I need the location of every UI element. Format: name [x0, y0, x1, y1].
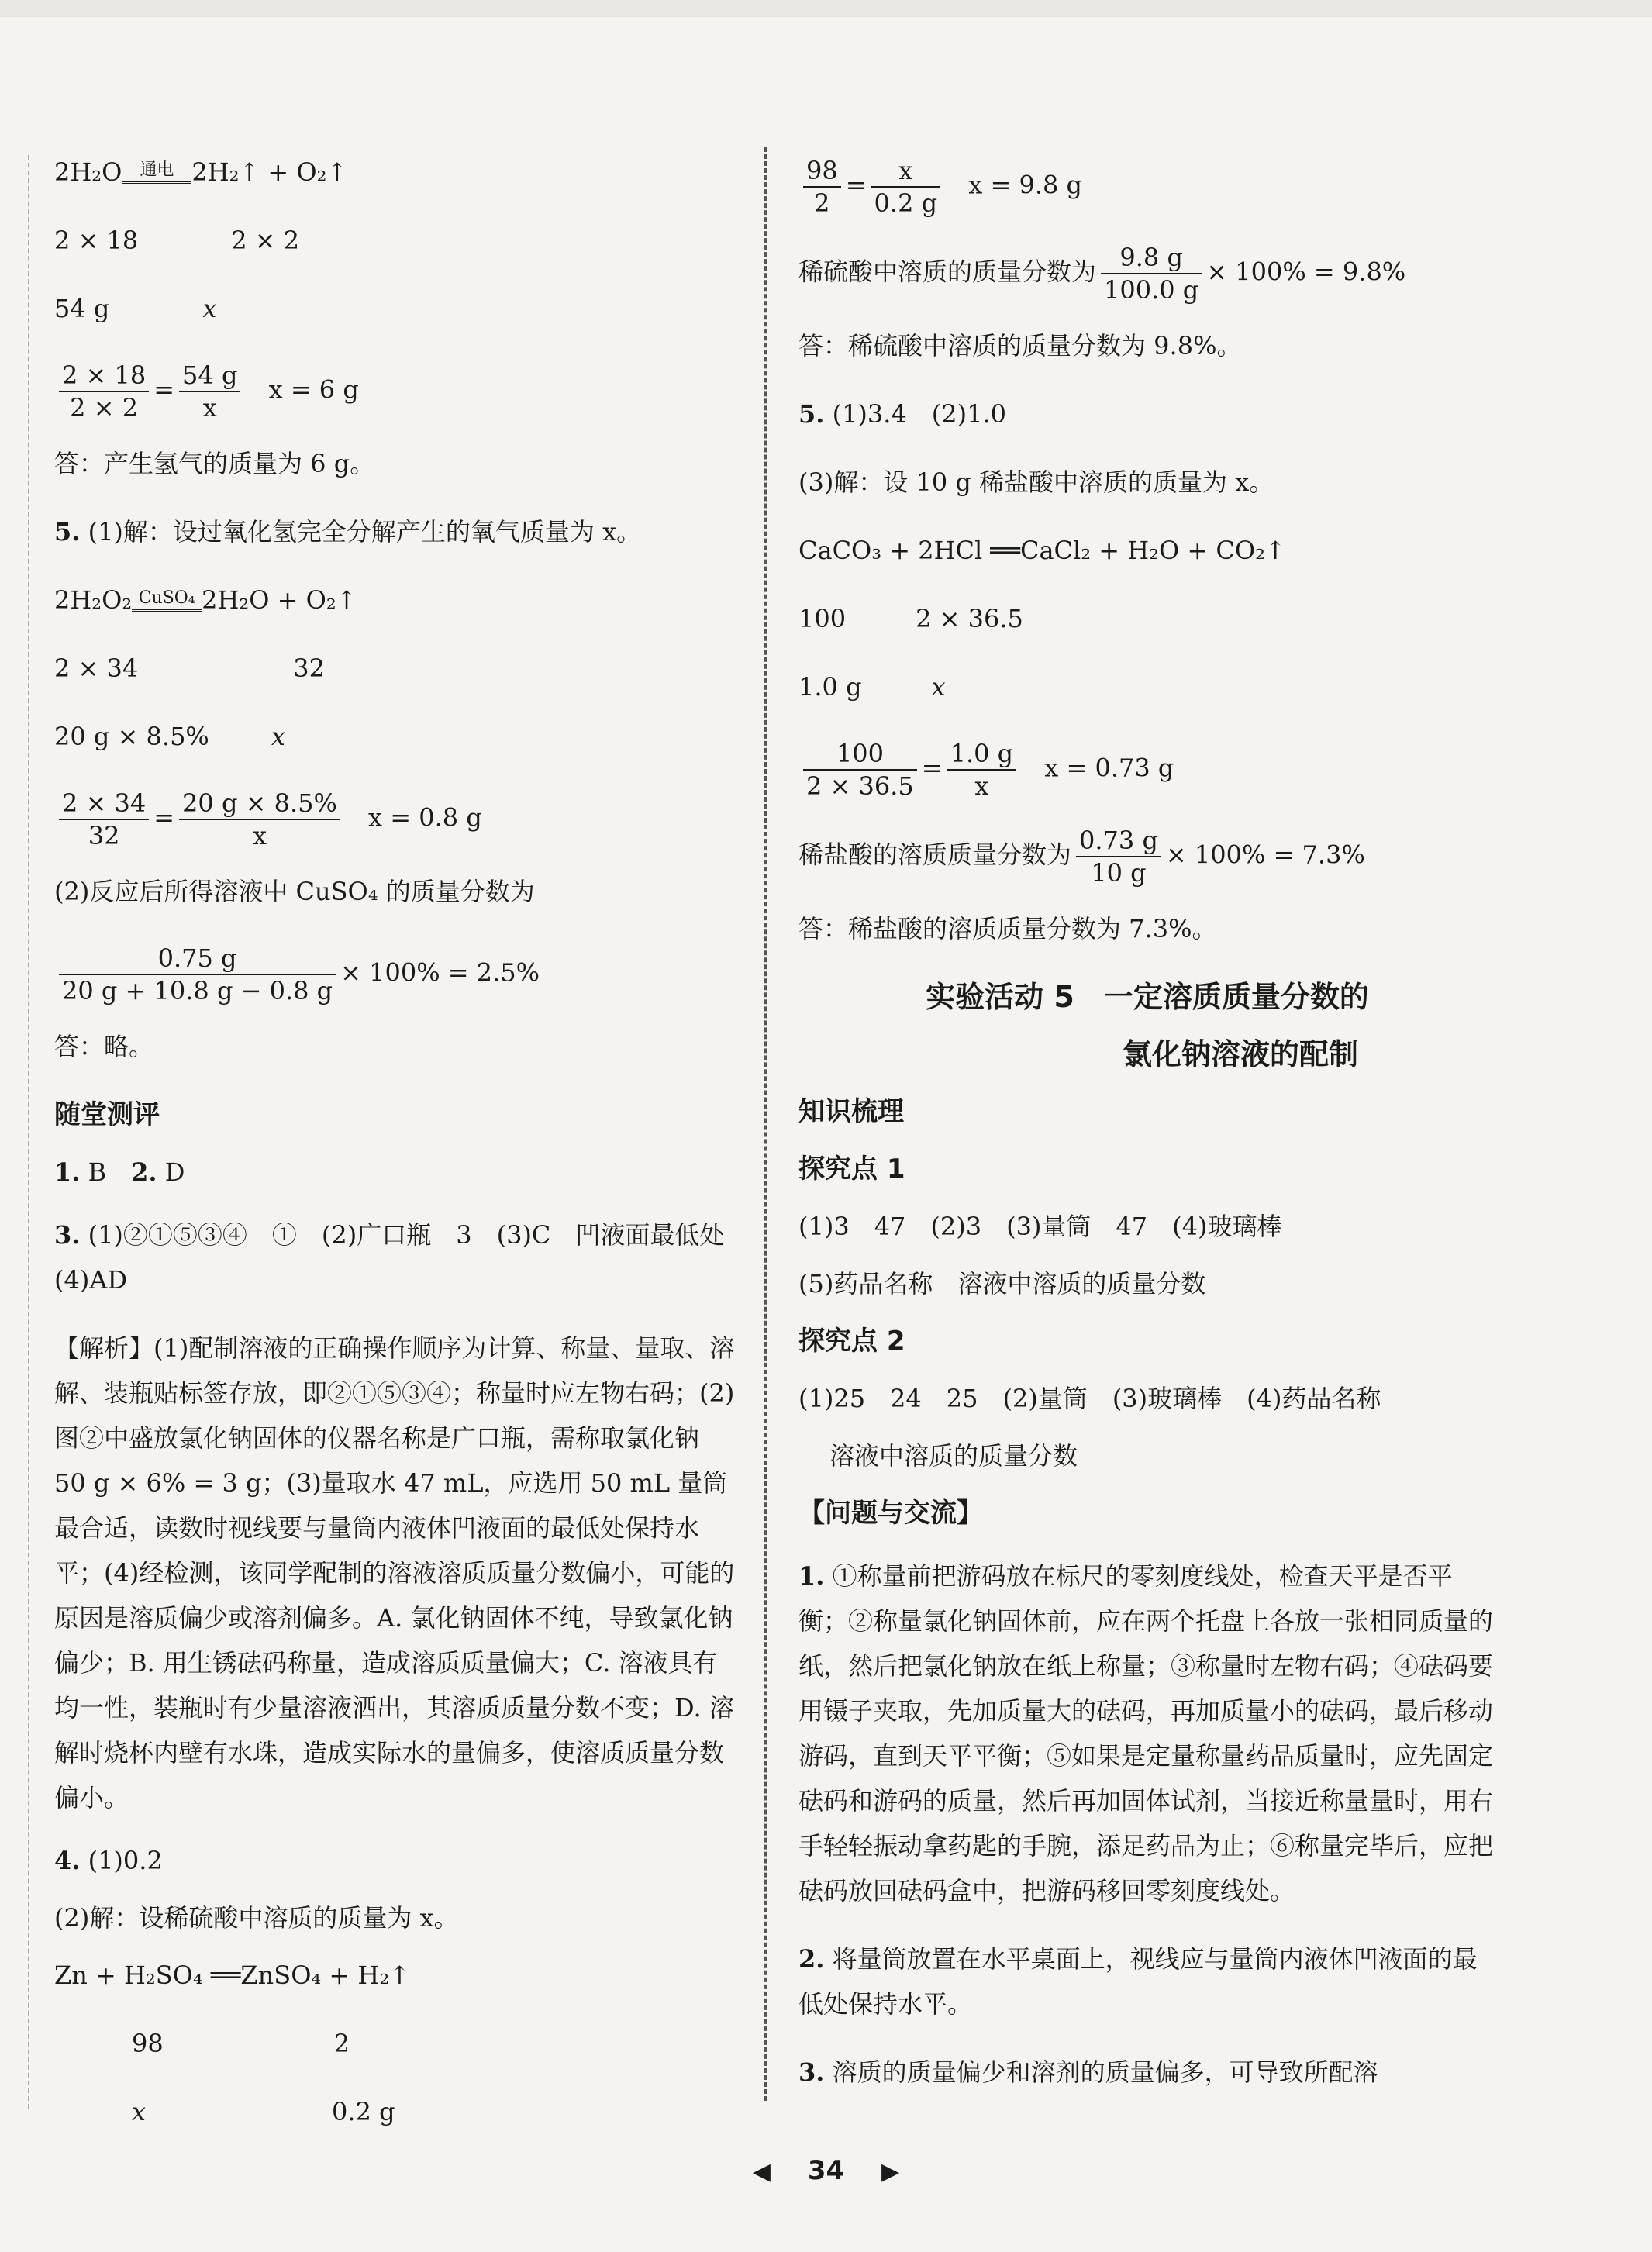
answer-line: 答：产生氢气的质量为 6 g。 [54, 449, 375, 478]
mass-fraction-line: $\frac{0.75 g}{20 g + 10.8 g - 0.8 g}$ × 100% = 2.5% [54, 943, 736, 1006]
proportion-line: $\frac{2 \times 34}{32}$ = $\frac{20 g \times 8.5\%}{x}$ x = 0.8 g [54, 788, 736, 851]
section-heading: 知识梳理 [798, 1096, 904, 1127]
binding-margin-line [28, 155, 29, 2109]
section-title: 氯化钠溶液的配制 [1122, 1037, 1358, 1071]
question-5-part-2: (2)反应后所得溶液中 CuSO₄ 的质量分数为 [54, 877, 535, 906]
page-footer [0, 2155, 1652, 2186]
left-column [54, 155, 750, 2163]
column-divider [764, 147, 767, 2101]
question-5: 5. (1)解：设过氧化氢完全分解产生的氧气质量为 x。 [54, 517, 642, 547]
question-5-part-3: (3)解：设 10 g 稀盐酸中溶质的质量为 x。 [798, 467, 1274, 497]
ratio-row: 2 × 18 2 × 2 [54, 226, 300, 255]
page-top-edge [0, 0, 1652, 17]
section-heading: 探究点 1 [798, 1154, 905, 1185]
ratio-row: 54 g x [54, 294, 217, 323]
ratio-row: 20 g × 8.5% x [54, 722, 285, 751]
equation-peroxide: 2H₂O₂ CuSO₄ 2H₂O + O₂↑ [54, 585, 357, 615]
answer-line: (1)25 24 25 (2)量筒 (3)玻璃棒 (4)药品名称 [798, 1384, 1381, 1413]
answer-line: 答：稀硫酸中溶质的质量分数为 9.8%。 [798, 331, 1242, 360]
section-heading-test: 随堂测评 [54, 1099, 160, 1130]
hcl-fraction-line: 稀盐酸的溶质质量分数为 $\frac{0.73 g}{10 g}$ × 100% = 7.3% [798, 826, 1365, 888]
question-5: 5. (1)3.4 (2)1.0 [798, 399, 1007, 429]
ratio-row: 2 × 34 32 [54, 654, 325, 683]
ratio-row: x 0.2 g [132, 2097, 395, 2126]
answer-line: 答：略。 [54, 1032, 154, 1061]
equation-zinc: Zn + H₂SO₄ ══ZnSO₄ + H₂↑ [54, 1961, 410, 1990]
next-page-icon[interactable]: ▶ [881, 2158, 900, 2185]
analysis-paragraph: 【解析】(1)配制溶液的正确操作顺序为计算、称量、量取、溶解、装瓶贴标签存放，即②①⑤③④；称量时应左物右码；(2)图②中盛放氯化钠固体的仪器名称是广口瓶，需称取氯化钠 50 g × 6% = 3 g；(3)量取水 47 mL，应选用 50 mL 量筒最合适，读数时视线要与量筒内液体凹液面的最低处保持水平；(4)经检测，该同学配制的溶液溶质质量分数偏小，可能的原因是溶质偏少或溶剂偏多。A. 氯化钠固体不纯，导致氯化钠偏少；B. 用生锈砝码称量，造成溶质质量偏大；C. 溶液具有均一性，装瓶时有少量溶液洒出，其溶质质量分数不变；D. 溶解时烧杯内壁有水珠，造成实际水的量偏多，使溶质质量分数偏小。 [54, 1333, 735, 1812]
section-heading: 探究点 2 [798, 1326, 905, 1357]
ratio-row: 100 2 × 36.5 [798, 604, 1023, 633]
question-4-part-2: (2)解：设稀硫酸中溶质的质量为 x。 [54, 1903, 459, 1933]
equation-water-electrolysis: 2H₂O 通电 2H₂↑ + O₂↑ [54, 157, 348, 187]
answers-1-2: 1. B 2. D [54, 1157, 185, 1187]
sulfuric-fraction-line: 稀硫酸中溶质的质量分数为 $\frac{9.8 g}{100.0 g}$ × 100% = 9.8% [798, 243, 1406, 305]
ratio-row: 98 2 [132, 2029, 350, 2058]
page-number: 34 [807, 2155, 845, 2186]
answer-line: (5)药品名称 溶液中溶质的质量分数 [798, 1269, 1206, 1298]
section-title: 实验活动 5 一定溶质质量分数的 [926, 980, 1369, 1014]
answer-2: 2. 将量筒放置在水平桌面上，视线应与量筒内液体凹液面的最低处保持水平。 [798, 1944, 1478, 2019]
ratio-row: 1.0 g x [798, 672, 946, 702]
answer-line: 答：稀盐酸的溶质质量分数为 7.3%。 [798, 914, 1217, 943]
right-column [798, 155, 1496, 2118]
answer-line: 溶液中溶质的质量分数 [829, 1441, 1078, 1471]
answer-3: 3. (1)②①⑤③④ ① (2)广口瓶 3 (3)C 凹液面最低处 (4)AD [54, 1220, 750, 1295]
equation-caco3: CaCO₃ + 2HCl ══CaCl₂ + H₂O + CO₂↑ [798, 536, 1286, 565]
question-4: 4. (1)0.2 [54, 1846, 163, 1875]
section-heading: 【问题与交流】 [798, 1498, 983, 1529]
answer-1: 1. ①称量前把游码放在标尺的零刻度线处，检查天平是否平衡；②称量氯化钠固体前，应在两个托盘上各放一张相同质量的纸，然后把氯化钠放在纸上称量；③称量时左物右码；④砝码要用镊子夹取，先加质量大的砝码，再加质量小的砝码，最后移动游码，直到天平平衡；⑤如果是定量称量药品质量时，应先固定砝码和游码的质量，然后再加固体试剂，当接近称量量时，用右手轻轻振动拿药匙的手腕，添足药品为止；⑥称量完毕后，应把砝码放回砝码盒中，把游码移回零刻度线处。 [798, 1561, 1494, 1905]
prev-page-icon[interactable]: ◀ [752, 2158, 771, 2185]
proportion-line: $\frac{100}{2 \times 36.5}$ = $\frac{1.0 g}{x}$ x = 0.73 g [798, 738, 1496, 802]
answer-3: 3. 溶质的质量偏少和溶剂的质量偏多，可导致所配溶 [798, 2057, 1378, 2087]
answer-line: (1)3 47 (2)3 (3)量筒 47 (4)玻璃棒 [798, 1212, 1282, 1241]
proportion-line: $\frac{98}{2}$ = $\frac{x}{0.2 g}$ x = 9.8 g [798, 155, 1496, 219]
proportion-line: $\frac{2 \times 18}{2 \times 2}$ = $\frac{54 g}{x}$ x = 6 g [54, 360, 736, 423]
